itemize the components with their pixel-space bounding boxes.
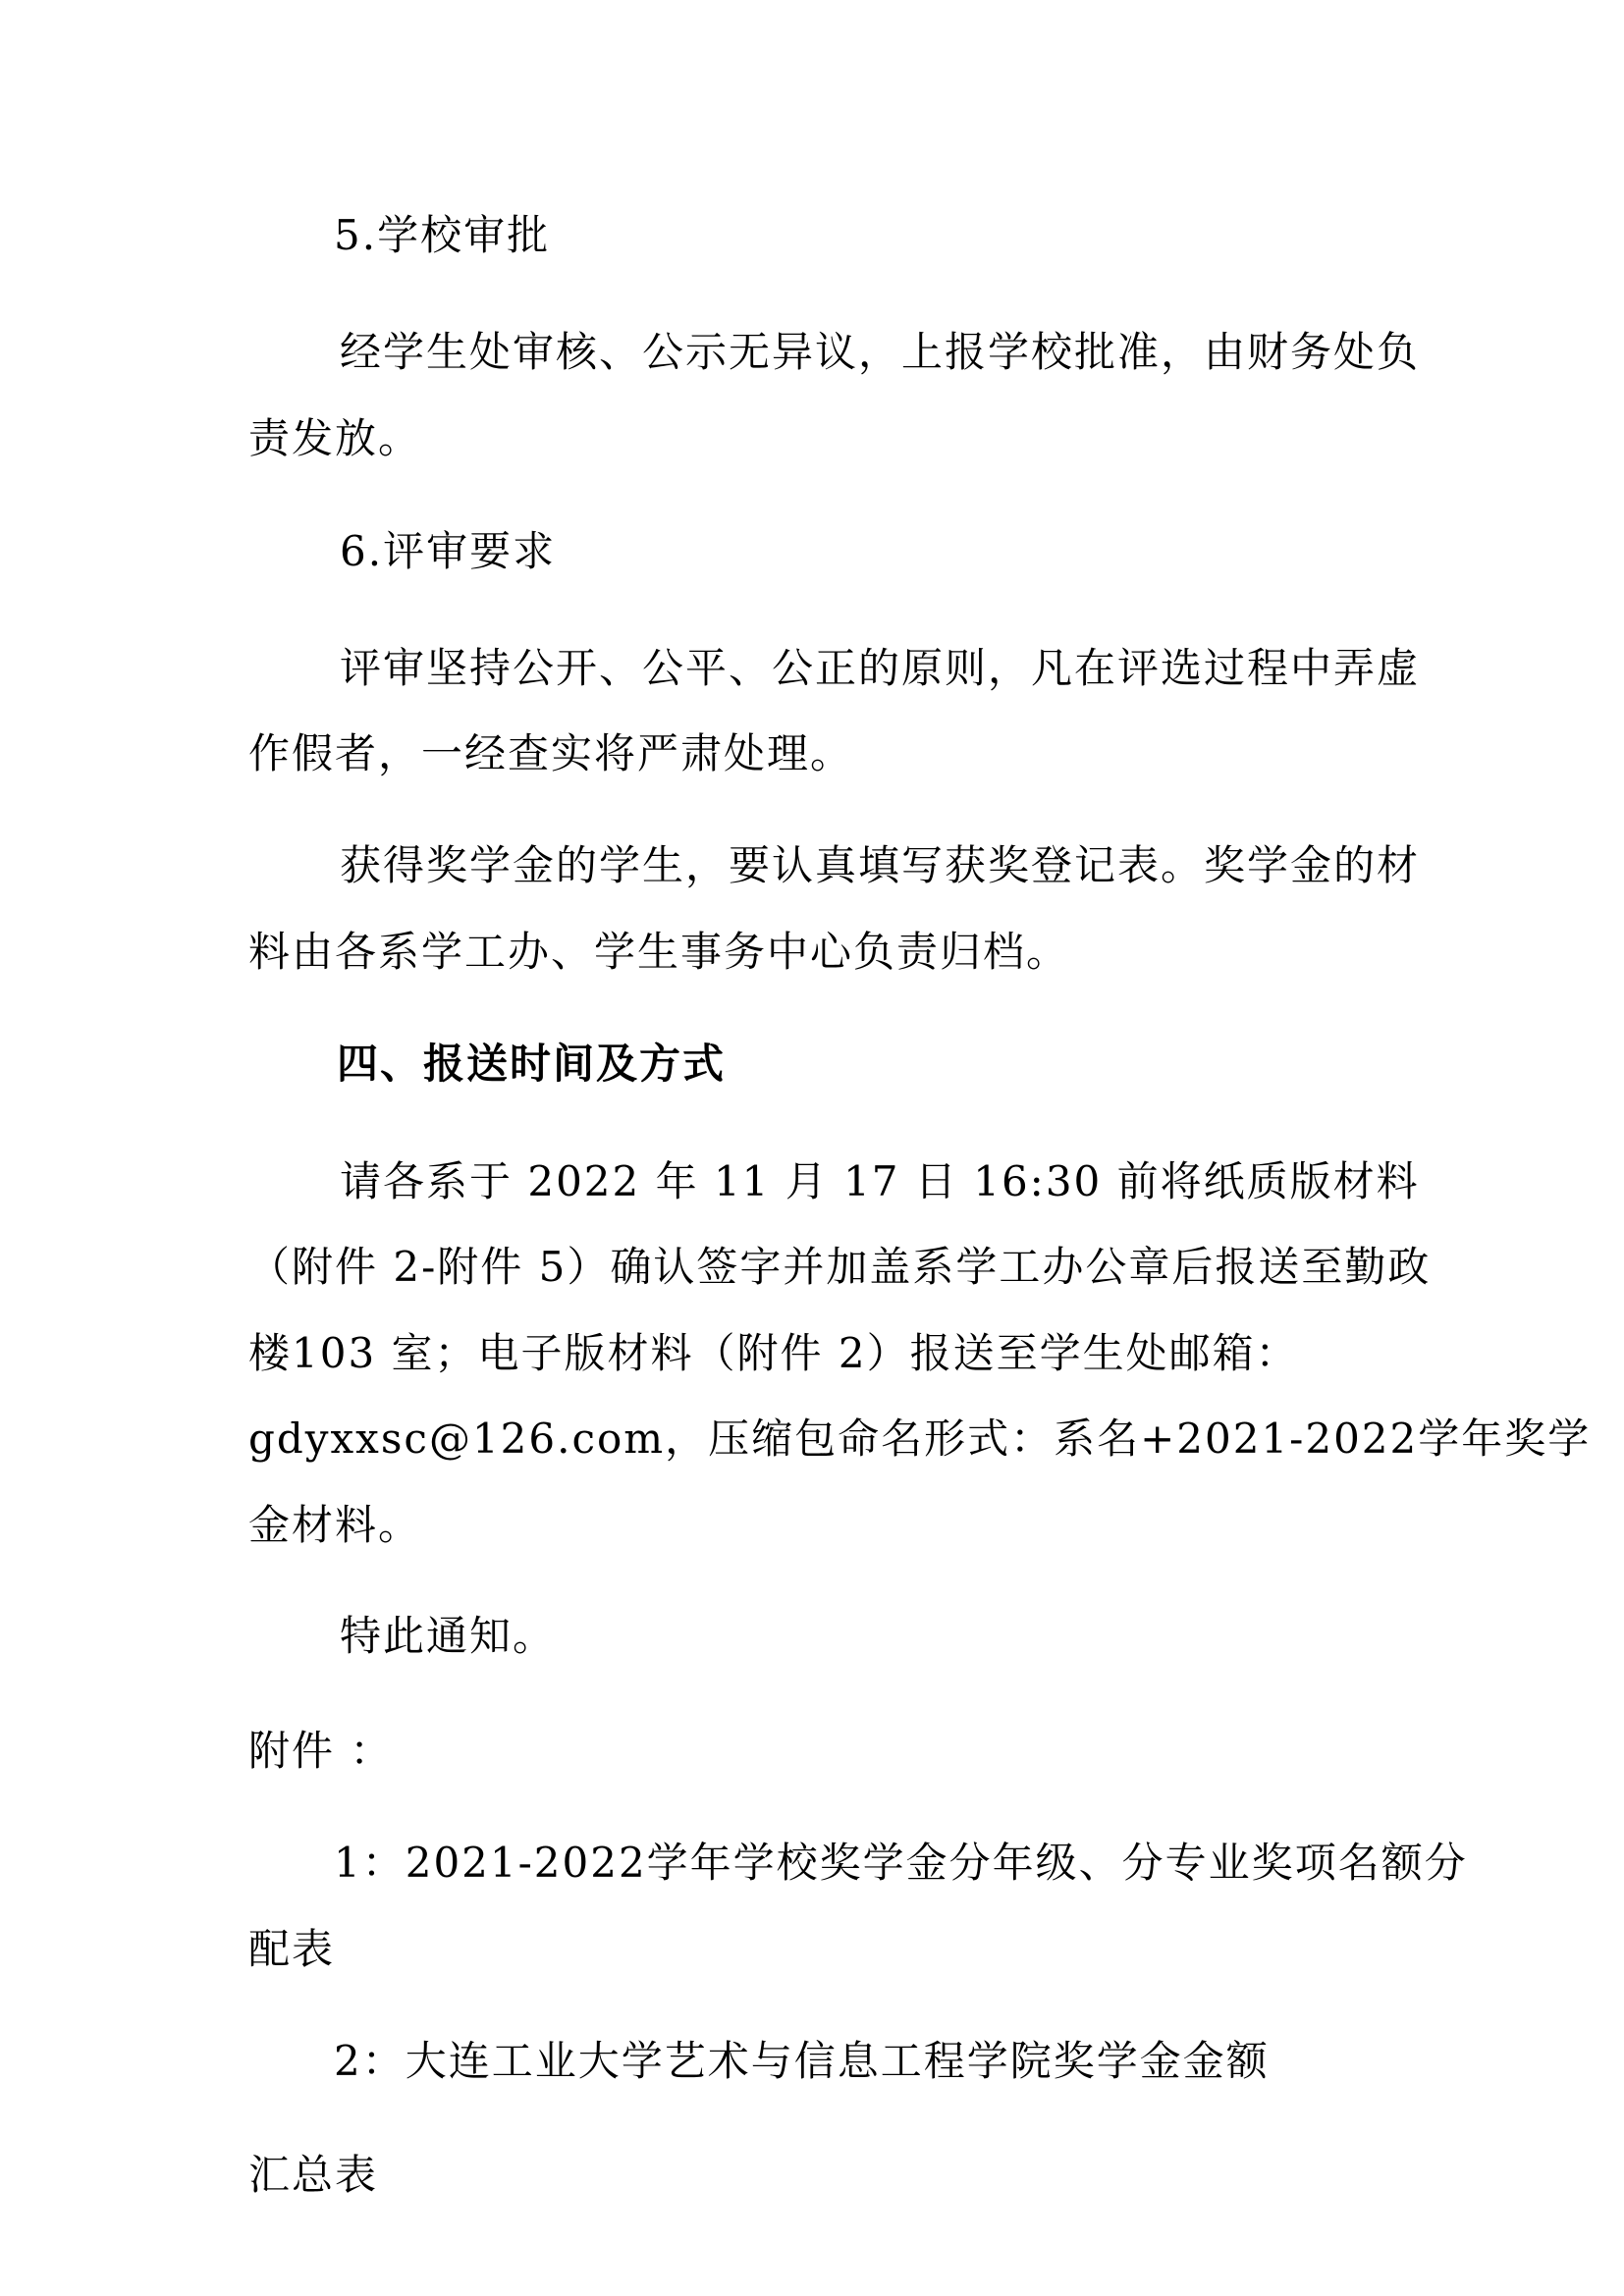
section-4-paragraph-line-3: 楼103 室；电子版材料（附件 2）报送至学生处邮箱：	[248, 1329, 1299, 1377]
section-6-paragraph-2-line-2: 料由各系学工办、学生事务中心负责归档。	[248, 928, 1070, 976]
section-6-title: 6.评审要求	[340, 527, 557, 575]
section-5-paragraph-line-2: 责发放。	[248, 414, 422, 462]
attachments-label: 附件 ：	[248, 1727, 394, 1775]
section-4-paragraph-line-1: 请各系于 2022 年 11 月 17 日 16:30 前将纸质版材料	[340, 1157, 1420, 1205]
section-6-paragraph-2-line-1: 获得奖学金的学生，要认真填写获奖登记表。奖学金的材	[340, 841, 1421, 889]
closing-notice: 特此通知。	[340, 1612, 557, 1660]
attachment-1-line-2: 配表	[248, 1925, 336, 1973]
attachment-2-line-2: 汇总表	[248, 2151, 379, 2199]
section-4-paragraph-line-2: （附件 2-附件 5）确认签字并加盖系学工办公章后报送至勤政	[248, 1243, 1432, 1291]
section-6-paragraph-1-line-2: 作假者，一经查实将严肃处理。	[248, 729, 854, 777]
section-5-paragraph-line-1: 经学生处审核、公示无异议，上报学校批准，由财务处负	[340, 328, 1421, 376]
attachment-1-line-1: 1：2021-2022学年学校奖学金分年级、分专业奖项名额分	[334, 1839, 1468, 1887]
section-5-title: 5.学校审批	[334, 211, 551, 259]
section-4-paragraph-line-4: gdyxxsc@126.com，压缩包命名形式：系名+2021-2022学年奖学	[248, 1415, 1592, 1463]
section-6-paragraph-1-line-1: 评审坚持公开、公平、公正的原则，凡在评选过程中弄虚	[340, 644, 1421, 692]
attachment-2-line-1: 2：大连工业大学艺术与信息工程学院奖学金金额	[334, 2037, 1270, 2085]
section-4-paragraph-line-5: 金材料。	[248, 1501, 422, 1549]
section-4-heading: 四、报送时间及方式	[337, 1040, 727, 1088]
